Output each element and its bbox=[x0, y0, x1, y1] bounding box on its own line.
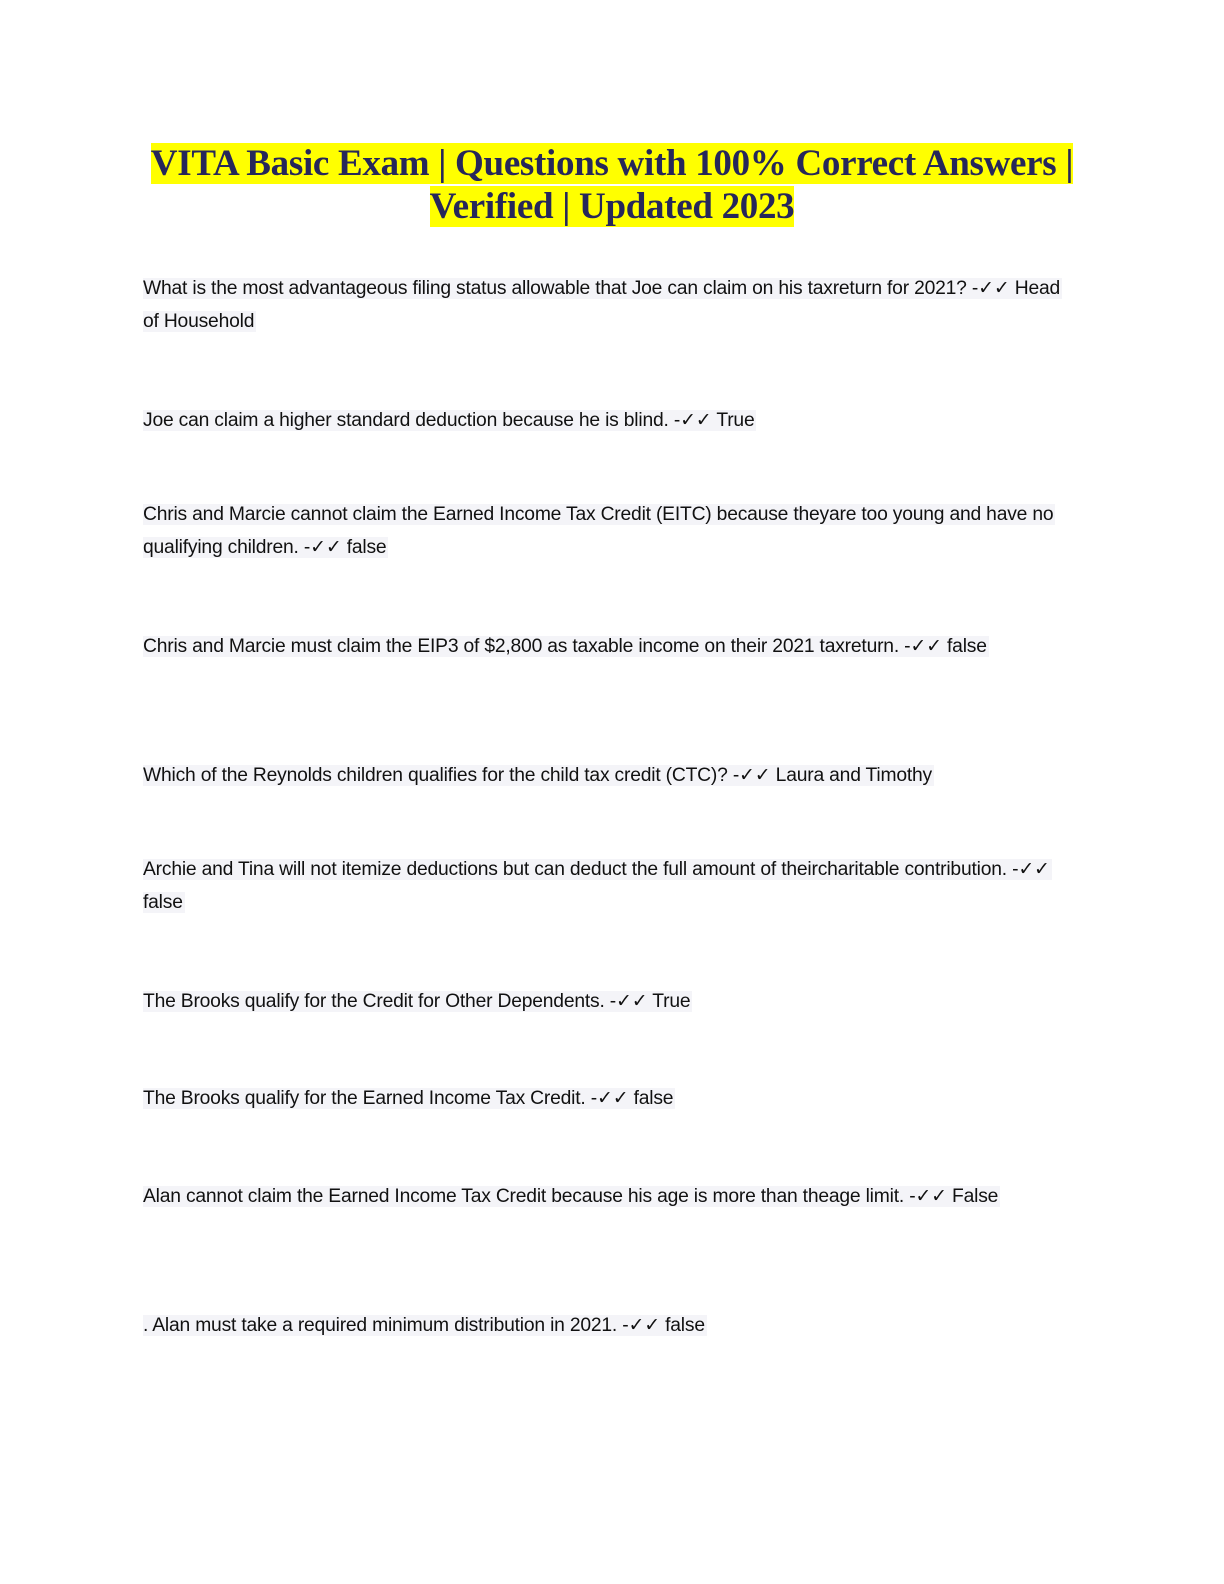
separator: - bbox=[617, 1315, 629, 1336]
answer-text: false bbox=[665, 1315, 705, 1336]
question-item bbox=[143, 985, 1078, 1018]
question-item bbox=[143, 404, 1078, 437]
double-check-icon: ✓✓ bbox=[310, 536, 342, 558]
answer-text: True bbox=[652, 991, 691, 1012]
answer-text: Head of Household bbox=[143, 278, 1061, 332]
question-text: Archie and Tina will not itemize deductions but can deduct the full amount of theircharitable contribution. bbox=[143, 859, 1007, 880]
question-item bbox=[143, 1309, 1078, 1342]
question-text: What is the most advantageous filing status allowable that Joe can claim on his taxreturn for 2021? bbox=[143, 278, 967, 299]
question-item bbox=[143, 498, 1078, 564]
double-check-icon: ✓✓ bbox=[680, 409, 712, 431]
answer-text: false bbox=[947, 636, 987, 657]
question-text: The Brooks qualify for the Credit for Other Dependents. bbox=[143, 991, 605, 1012]
separator: - bbox=[727, 765, 740, 786]
answer-text: false bbox=[633, 1088, 674, 1109]
answer-text: false bbox=[346, 537, 387, 558]
question-item bbox=[143, 1082, 1078, 1115]
question-item bbox=[143, 272, 1078, 338]
question-text: Chris and Marcie must claim the EIP3 of $2,800 as taxable income on their 2021 taxreturn. bbox=[143, 636, 899, 657]
double-check-icon: ✓✓ bbox=[628, 1314, 660, 1336]
double-check-icon: ✓✓ bbox=[739, 764, 771, 786]
separator: - bbox=[904, 1186, 916, 1207]
double-check-icon: ✓✓ bbox=[978, 277, 1010, 299]
question-text: Chris and Marcie cannot claim the Earned Income Tax Credit (EITC) because theyare too young and have no qualifying children. bbox=[143, 504, 1054, 558]
separator: - bbox=[604, 991, 617, 1012]
separator: - bbox=[966, 278, 979, 299]
double-check-icon: ✓✓ bbox=[915, 1185, 947, 1207]
answer-text: false bbox=[143, 892, 183, 913]
question-text: Joe can claim a higher standard deduction because he is blind. bbox=[143, 410, 669, 431]
document-title: VITA Basic Exam | Questions with 100% Correct Answers | Verified | Updated 2023 bbox=[150, 143, 1074, 227]
separator: - bbox=[668, 410, 681, 431]
question-item bbox=[143, 630, 1078, 663]
question-text: Alan cannot claim the Earned Income Tax Credit because his age is more than theage limit. bbox=[143, 1186, 905, 1207]
question-text: . Alan must take a required minimum distribution in 2021. bbox=[143, 1315, 618, 1336]
answer-text: False bbox=[952, 1186, 999, 1207]
answer-text: Laura and Timothy bbox=[775, 765, 932, 786]
answer-text: True bbox=[716, 410, 755, 431]
question-item bbox=[143, 1180, 1078, 1213]
question-item bbox=[143, 759, 1078, 792]
separator: - bbox=[1006, 859, 1019, 880]
double-check-icon: ✓✓ bbox=[616, 990, 648, 1012]
question-text: Which of the Reynolds children qualifies for the child tax credit (CTC)? bbox=[143, 765, 728, 786]
double-check-icon: ✓✓ bbox=[910, 635, 942, 657]
double-check-icon: ✓✓ bbox=[596, 1087, 629, 1109]
question-item bbox=[143, 853, 1078, 919]
double-check-icon: ✓✓ bbox=[1018, 858, 1050, 880]
question-text: The Brooks qualify for the Earned Income Tax Credit. bbox=[143, 1088, 586, 1109]
separator: - bbox=[298, 537, 311, 558]
separator: - bbox=[899, 636, 911, 657]
separator: - bbox=[585, 1088, 597, 1109]
